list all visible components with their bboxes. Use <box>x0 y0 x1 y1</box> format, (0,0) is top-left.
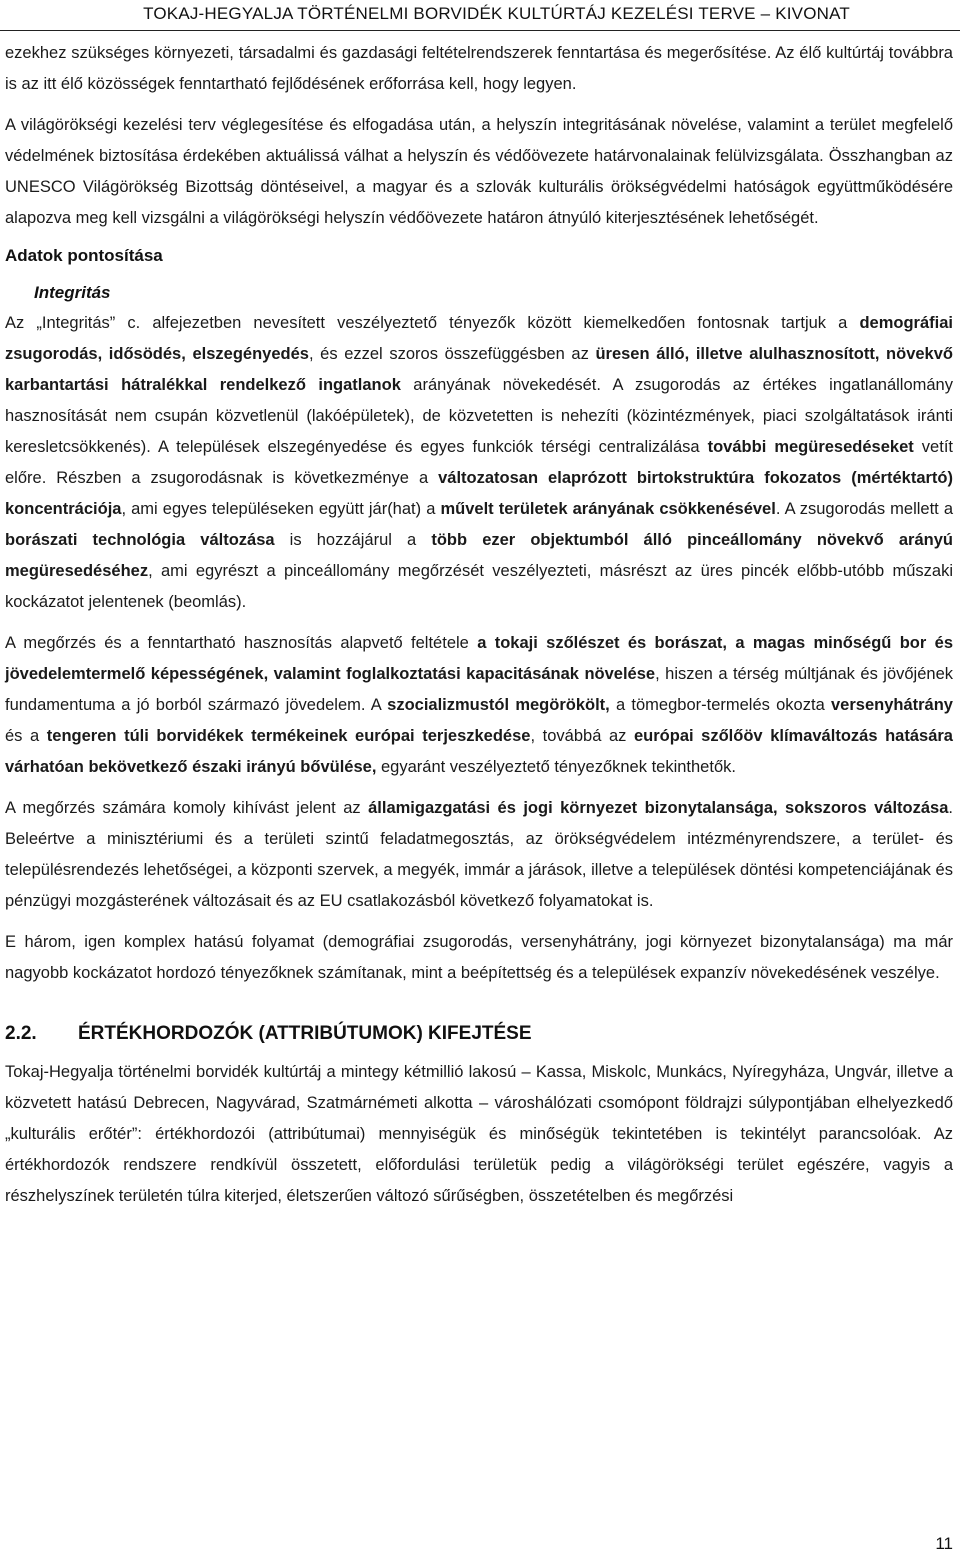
section-title: ÉRTÉKHORDOZÓK (ATTRIBÚTUMOK) KIFEJTÉSE <box>78 1023 532 1044</box>
paragraph-legal-environment: A megőrzés számára komoly kihívást jelent az államigazgatási és jogi környezet bizonytalansága, sokszoros változása. Beleértve a minisztériumi és a területi szintű feladatmegosztás, az örökségvédelem intézményrendszere, a terület- és településrendezés lehetőségei, a központi szervek, a megyék, immár a járások, illetve a települések döntési kompetenciájának és pénzügyi mozgásterének változásait és az EU csatlakozásból következő folyamatokat is. <box>5 799 953 910</box>
section-number: 2.2. <box>5 1023 37 1044</box>
paragraph-boundary-review: A világörökségi kezelési terv véglegesítése és elfogadása után, a helyszín integritásának növelése, valamint a terület megfelelő védelmének biztosítása érdekében aktuálissá válhat a helyszín és védőövezete határvonalainak felülvizsgálata. Összhangban az UNESCO Világörökség Bizottság döntéseivel, a magyar és a szlovák kulturális örökségvédelmi hatóságok együttműködésére alapozva meg kell vizsgálni a világörökségi helyszín védőövezete határon átnyúló kiterjesztésének lehetőségét. <box>5 116 953 227</box>
paragraph-viticulture: A megőrzés és a fenntartható hasznosítás alapvető feltétele a tokaji szőlészet és borászat, a magas minőségű bor és jövedelemtermelő képességének, valamint foglalkoztatási kapacitásának növelése, hiszen a térség múltjának és jövőjének fundamentuma a jó borból származó jövedelem. A szocializmustól megörökölt, a tömegbor-termelés okozta versenyhátrány és a tengeren túli borvidékek termékeinek európai terjeszkedése, továbbá az európai szőlőöv klímaváltozás hatására várhatóan bekövetkező északi irányú bővülése, egyaránt veszélyeztető tényezőknek tekinthetők. <box>5 634 954 776</box>
section-heading-2-2 <box>5 1017 953 1051</box>
paragraph-three-processes: E három, igen komplex hatású folyamat (demográfiai zsugorodás, versenyhátrány, jogi környezet bizonytalansága) ma már nagyobb kockázatot hordozó tényezőknek számítanak, mint a beépítettség és a települések expanzív növekedésének veszélye. <box>5 933 953 982</box>
page-content <box>5 38 953 1212</box>
subheading-data-refinement: Adatok pontosítása <box>5 246 163 265</box>
paragraph-attributes: Tokaj-Hegyalja történelmi borvidék kultúrtáj a mintegy kétmillió lakosú – Kassa, Miskolc, Munkács, Nyíregyháza, Ungvár, illetve a közvetett hatású Debrecen, Nagyvárad, Szatmárnémeti alkotta – városhálózati csomópont földrajzi súlypontjában elhelyezkedő „kulturális erőtér”: értékhordozói (attribútumai) mennyiségük és minőségük tekintetében is tekintélyt parancsolóak. Az értékhordozók rendszere rendkívül összetett, előfordulási területük pedig a világörökségi terület egészére, vagyis a részhelyszínek területén túlra kiterjed, életszerűen változó sűrűségben, összetételben és megőrzési <box>5 1063 953 1205</box>
paragraph-threats: Az „Integritás” c. alfejezetben nevesített veszélyeztető tényezők között kiemelkedően fontosnak tartjuk a demográfiai zsugorodás, idősödés, elszegényedés, és ezzel szoros összefüggésben az üresen álló, illetve alulhasznosított, növekvő karbantartási hátralékkal rendelkező ingatlanok arányának növekedését. A zsugorodás az értékes ingatlanállomány hasznosítását nem csupán közvetlenül (lakóépületek), de közvetetten is nehezíti (közintézmények, piaci szolgáltatások iránti keresletcsökkenés). A települések elszegényedése és egyes funkciók térségi centralizálása további megüresedéseket vetít előre. Részben a zsugorodásnak is következménye a változatosan elaprózott birtokstruktúra fokozatos (mértéktartó) koncentrációja, ami egyes településeken együtt jár(hat) a művelt területek arányának csökkenésével. A zsugorodás mellett a borászati technológia változása is hozzájárul a több ezer objektumból álló pinceállomány növekvő arányú megüresedéséhez, ami egyrészt a pinceállomány megőrzését veszélyezteti, másrészt az üres pincék előbb-utóbb műszaki kockázatot jelentenek (beomlás). <box>5 314 954 611</box>
running-header <box>0 0 960 31</box>
header-title: TOKAJ-HEGYALJA TÖRTÉNELMI BORVIDÉK KULTÚRTÁJ KEZELÉSI TERVE – KIVONAT <box>143 4 850 23</box>
paragraph-intro-continuation: ezekhez szükséges környezeti, társadalmi és gazdasági feltételrendszerek fenntartása és megerősítése. Az élő kultúrtáj továbbra is az itt élő közösségek fenntartható fejlődésének erőforrása kell, hogy legyen. <box>5 44 953 93</box>
subheading-integrity: Integritás <box>34 283 111 302</box>
page-number: 11 <box>935 1534 953 1553</box>
